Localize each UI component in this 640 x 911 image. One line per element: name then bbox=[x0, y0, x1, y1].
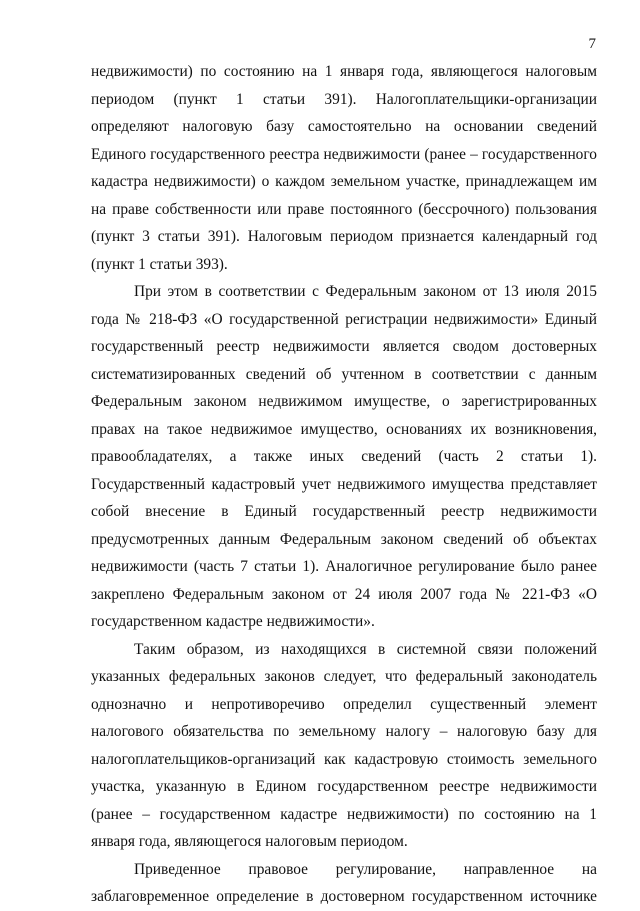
document-body bbox=[91, 58, 597, 911]
page-number: 7 bbox=[588, 36, 596, 52]
paragraph-2: При этом в соответствии с Федеральным законом от 13 июля 2015 года № 218-ФЗ «О государственной регистрации недвижимости» Единый государственный реестр недвижимости является сводом достоверных систематизированных сведений об учтенном в соответствии с данным Федеральным законом недвижимом имуществе, о зарегистрированных правах на такое недвижимое имущество, основаниях их возникновения, правообладателях, а также иных сведений (часть 2 статьи 1). Государственный кадастровый учет недвижимого имущества представляет собой внесение в Единый государственный реестр недвижимости предусмотренных данным Федеральным законом сведений об объектах недвижимости (часть 7 статьи 1). Аналогичное регулирование было ранее закреплено Федеральным законом от 24 июля 2007 года № 221-ФЗ «О государственном кадастре недвижимости». bbox=[91, 283, 597, 630]
paragraph-3: Таким образом, из находящихся в системной связи положений указанных федеральных законов следует, что федеральный законодатель однозначно и непротиворечиво определил существенный элемент налогового обязательства по земельному налогу – налоговую базу для налогоплательщиков-организаций как кадастровую стоимость земельного участка, указанную в Едином государственном реестре недвижимости (ранее – государственном кадастре недвижимости) по состоянию на 1 января года, являющегося налоговым периодом. bbox=[91, 640, 597, 850]
paragraph-1: недвижимости) по состоянию на 1 января года, являющегося налоговым периодом (пункт 1 статьи 391). Налогоплательщики-организации определяют налоговую базу самостоятельно на основании сведений Единого государственного реестра недвижимости (ранее – государственного кадастра недвижимости) о каждом земельном участке, принадлежащем им на праве собственности или праве постоянного (бессрочного) пользования (пункт 3 статьи 391). Налоговым периодом признается календарный год (пункт 1 статьи 393). bbox=[91, 63, 597, 273]
paragraph-4: Приведенное правовое регулирование, направленное на заблаговременное определение в достоверном государственном источнике bbox=[91, 860, 597, 905]
